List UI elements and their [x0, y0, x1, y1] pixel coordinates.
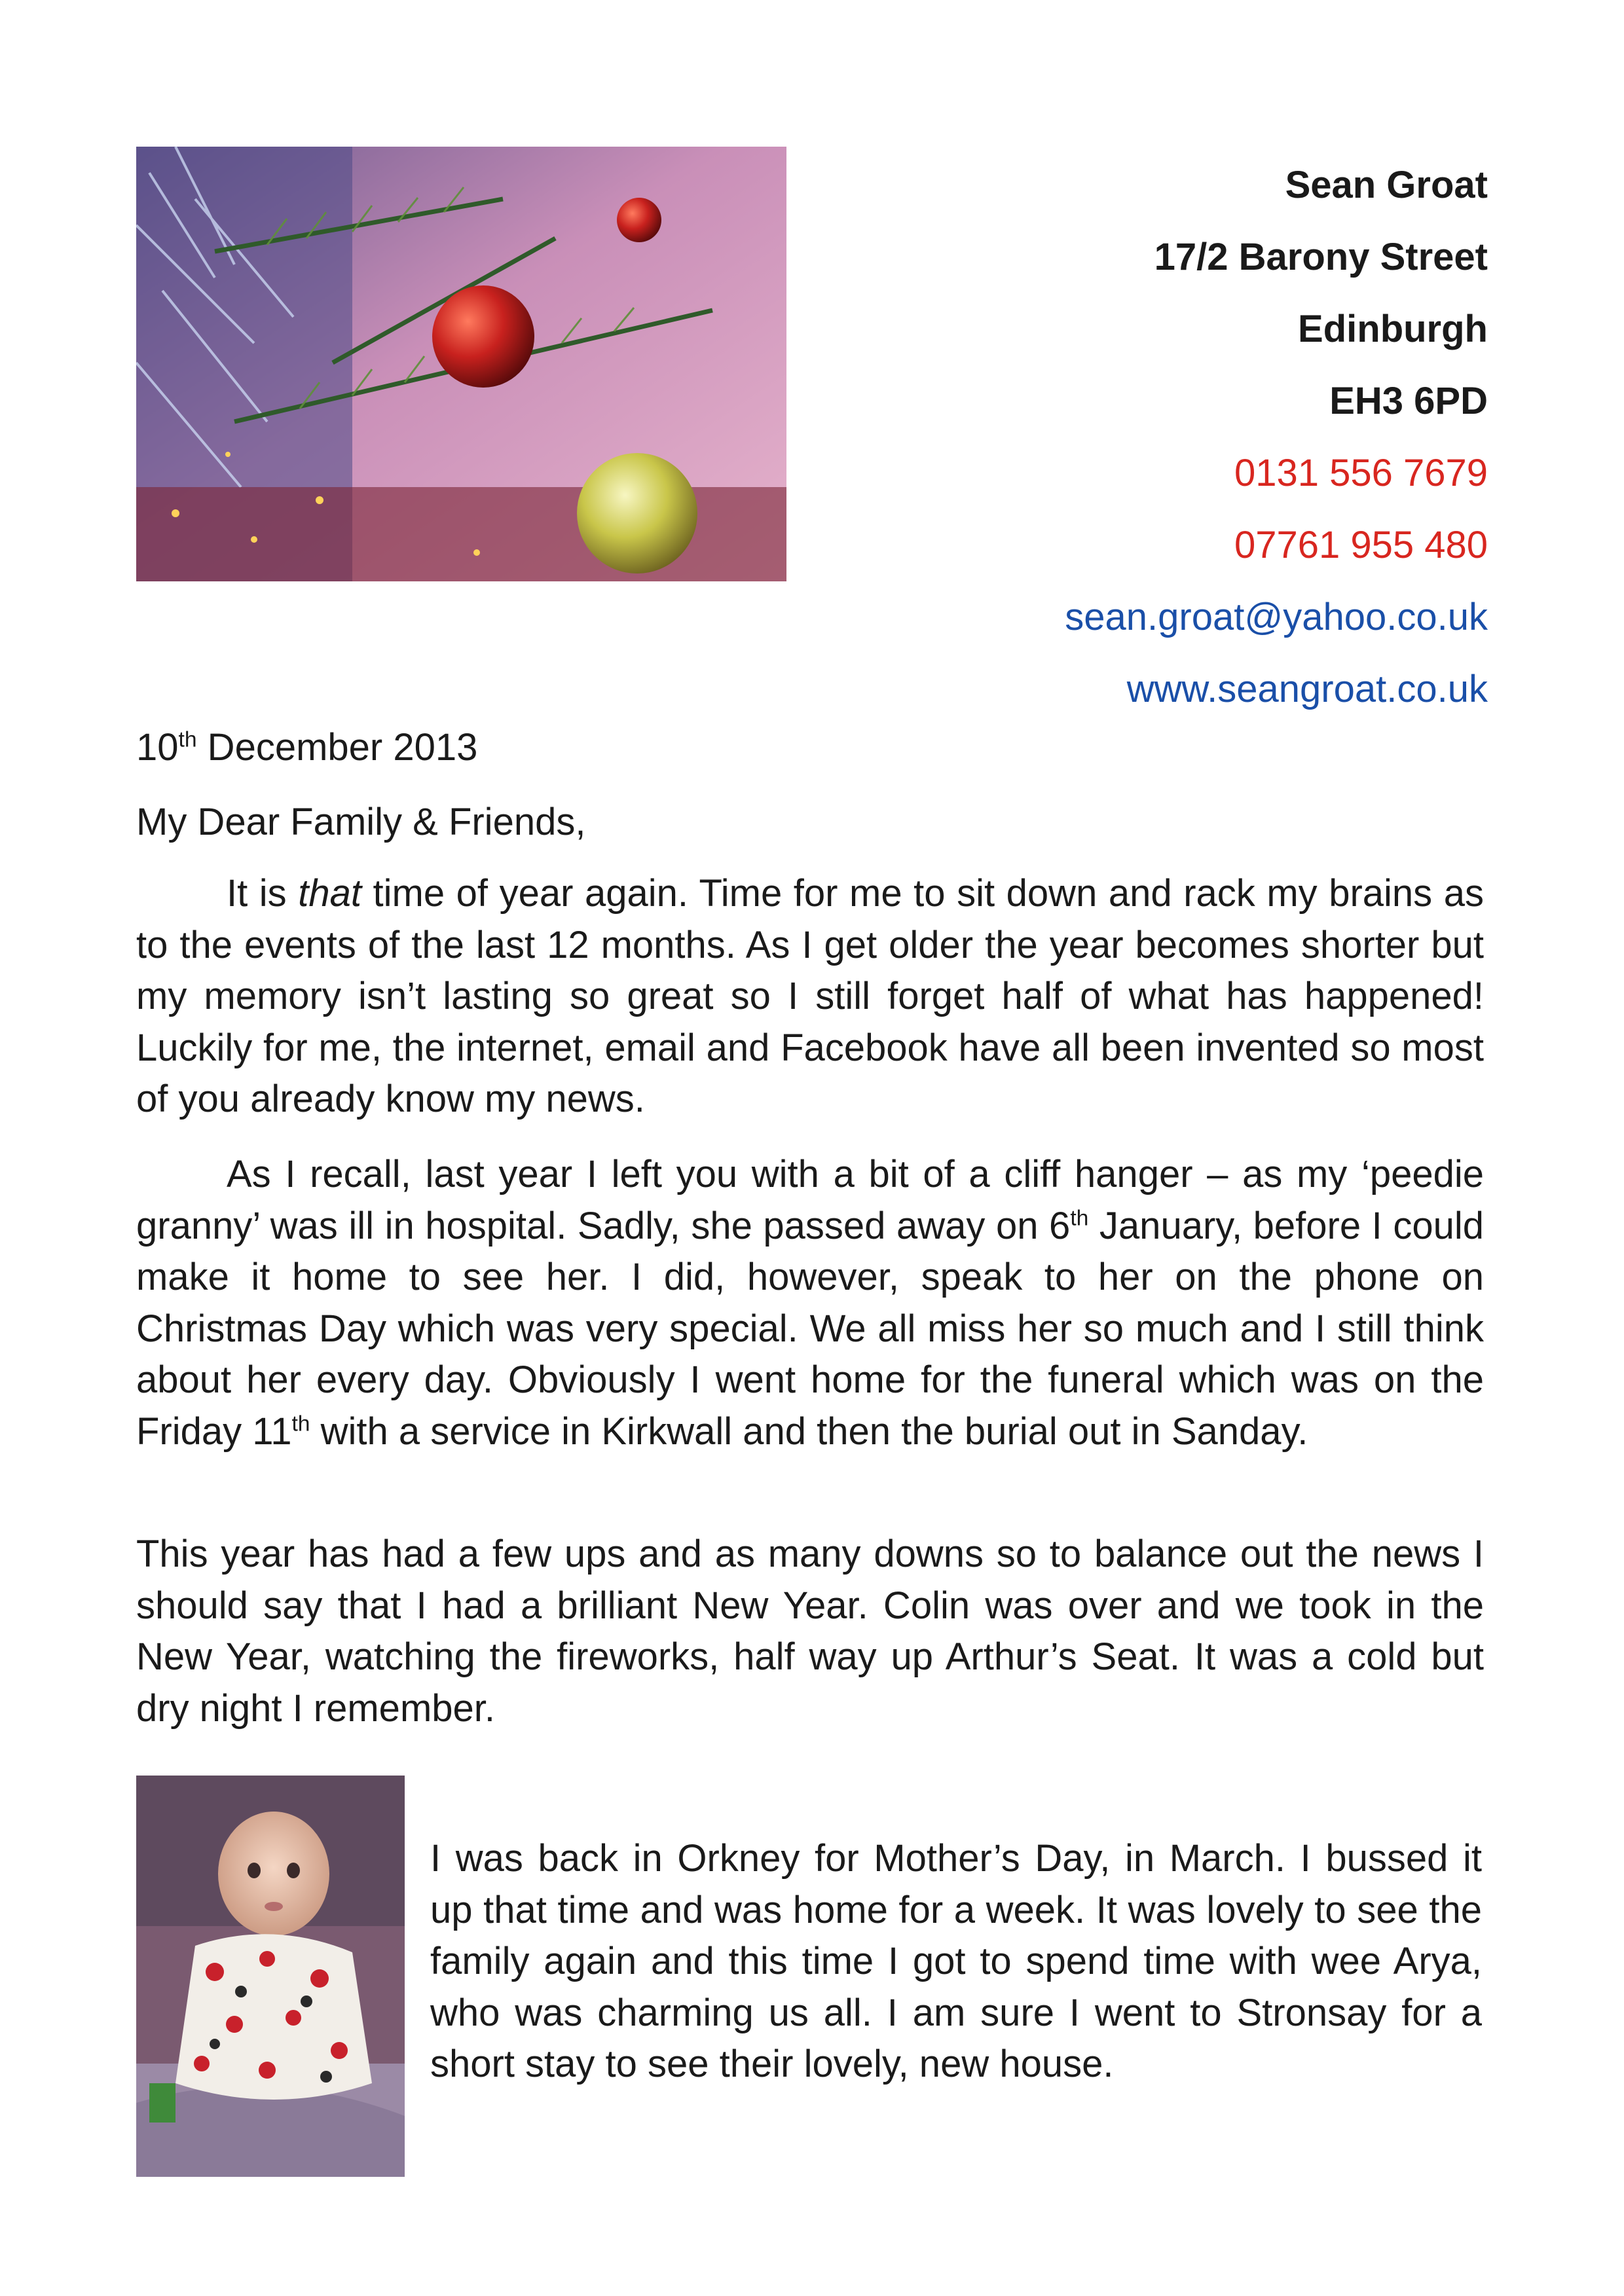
paragraph-2	[136, 1149, 1484, 1457]
para2-sup2: th	[291, 1412, 310, 1436]
paragraph-4: I was back in Orkney for Mother’s Day, in March. I bussed it up that time and was home for a week. It was lovely to see the family again and this time I got to spend time with wee Arya, who was charming us all. I am sure I went to Stronsay for a short stay to see their lovely, new house.	[430, 1837, 1482, 2085]
christmas-tree-image	[136, 147, 786, 581]
baby-image	[136, 1776, 405, 2177]
para1-before: It is	[227, 872, 299, 915]
sender-email-link[interactable]: sean.groat@yahoo.co.uk	[1065, 596, 1488, 638]
paragraph-3: This year has had a few ups and as many downs so to balance out the news I should say that I had a brilliant New Year. Colin was over and we took in the New Year, watching the fireworks, half way up Arthur’s Seat. It was a cold but dry night I remember.	[136, 1533, 1484, 1730]
letter-date	[136, 725, 477, 769]
baby-photo	[136, 1776, 405, 2177]
sender-street: 17/2 Barony Street	[1154, 236, 1488, 278]
date-rest: December 2013	[196, 726, 478, 769]
sender-name: Sean Groat	[1285, 164, 1488, 206]
para2-part2: January, before I could make it home to see her. I did, however, speak to her on the phone on Christmas Day which was very special. We all miss her so much and I still think about her every day. Obviously I went home for the funeral which was on the Friday 11	[136, 1204, 1484, 1453]
letter-greeting: My Dear Family & Friends,	[136, 801, 586, 843]
sender-city: Edinburgh	[1298, 308, 1488, 350]
sender-landline: 0131 556 7679	[1234, 452, 1488, 494]
christmas-tree-photo	[136, 147, 786, 581]
sender-address-block	[767, 149, 1488, 725]
sender-postcode: EH3 6PD	[1329, 380, 1488, 422]
para2-sup1: th	[1070, 1206, 1089, 1231]
para2-part1: As I recall, last year I left you with a bit of a cliff hanger – as my ‘peedie granny’ was ill in hospital. Sadly, she passed away on 6	[136, 1153, 1484, 1247]
para1-emphasis: that	[298, 872, 361, 915]
para1-after: time of year again. Time for me to sit down and rack my brains as to the events of the last 12 months. As I get older the year becomes shorter but my memory isn’t lasting so great so I still forget half of what has happened! Luckily for me, the internet, email and Facebook have all been invented so most of you already know my news.	[136, 872, 1484, 1120]
date-day: 10	[136, 726, 179, 769]
sender-website-link[interactable]: www.seangroat.co.uk	[1126, 668, 1488, 710]
para2-part3: with a service in Kirkwall and then the burial out in Sanday.	[310, 1410, 1308, 1453]
sender-mobile: 07761 955 480	[1234, 524, 1488, 566]
paragraph-1	[136, 868, 1484, 1125]
date-suffix: th	[178, 727, 197, 752]
